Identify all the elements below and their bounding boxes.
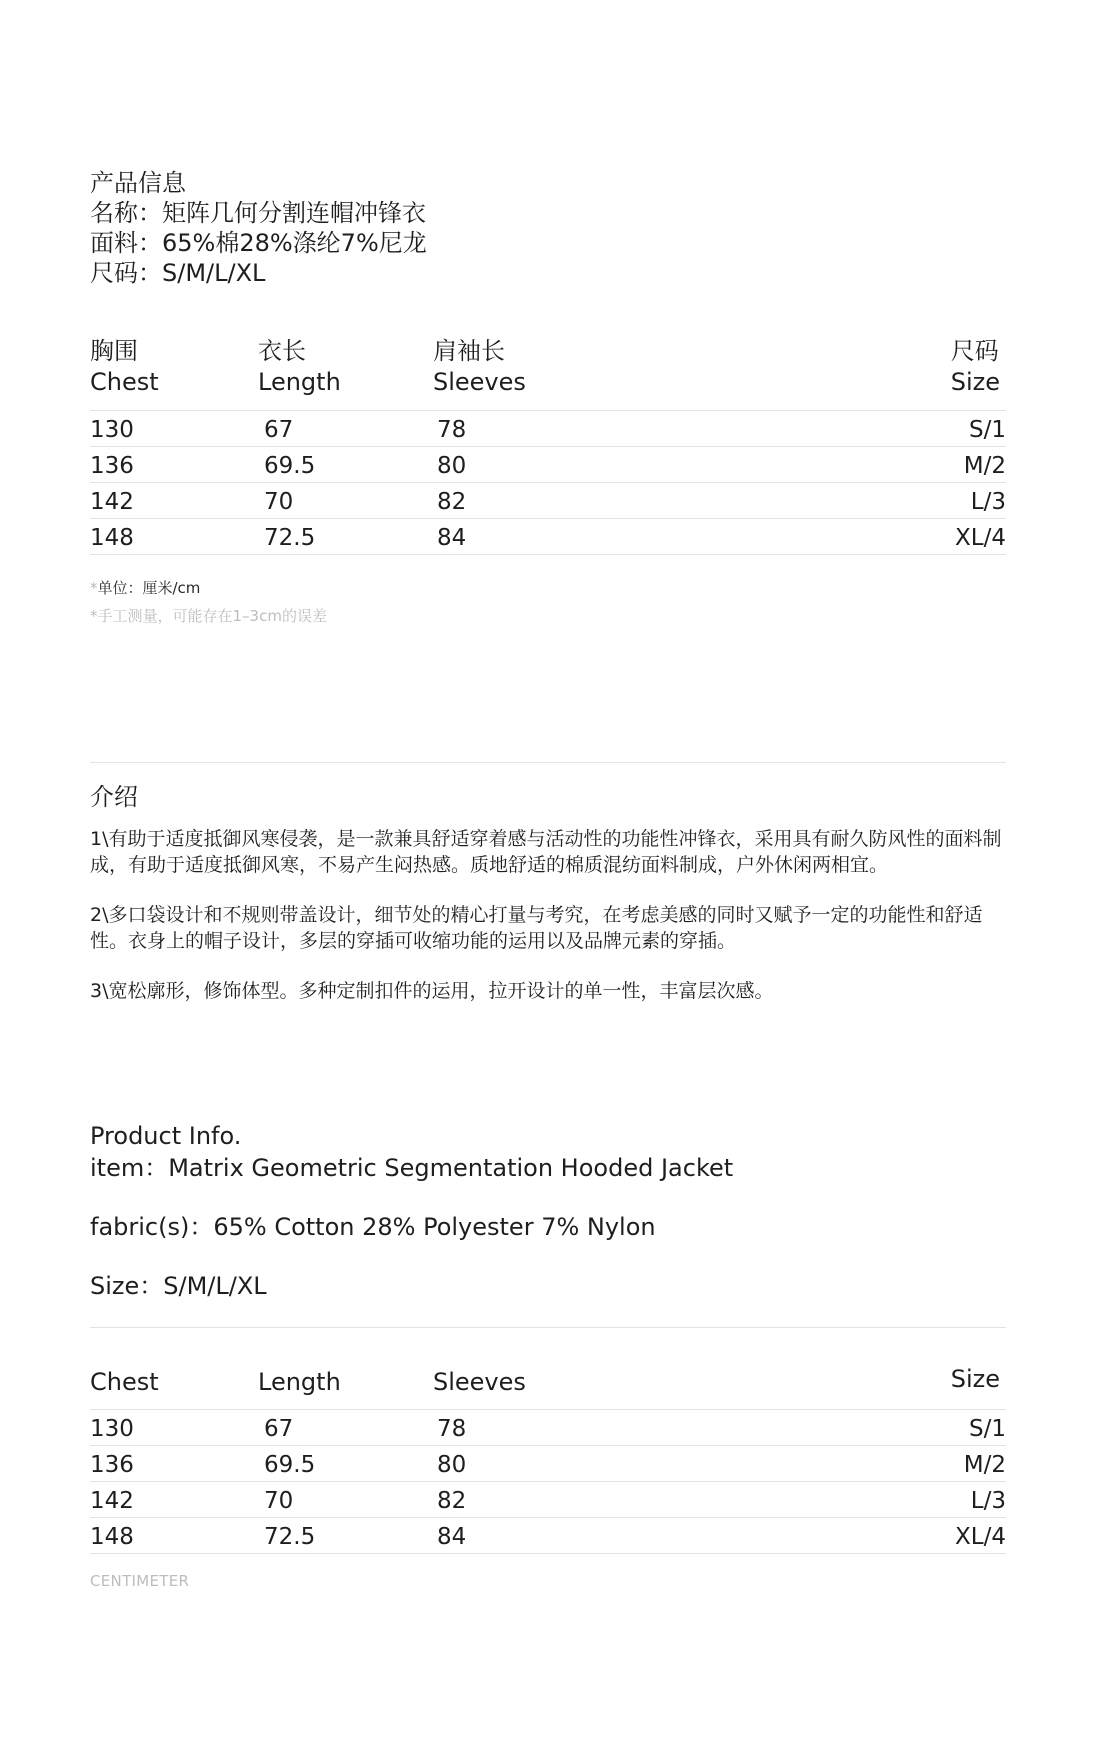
chest-value: 136 [90, 1452, 134, 1478]
cn-product-info [90, 168, 1006, 288]
en-header-length: Length [258, 1368, 341, 1396]
cn-header-chest: 胸围 Chest [90, 337, 159, 396]
measure-note: *手工测量，可能存在1–3cm的误差 [90, 607, 327, 625]
length-value: 67 [264, 1416, 294, 1442]
table-row [90, 1518, 1006, 1554]
cn-header-size: 尺码 Size [950, 337, 1000, 396]
cn-header-length: 衣长 Length [258, 337, 341, 396]
size-value: M/2 [963, 453, 1006, 479]
sleeves-value: 84 [437, 525, 467, 551]
unit-label: CENTIMETER [90, 1572, 190, 1590]
en-info-heading: Product Info. [90, 1122, 242, 1150]
size-value: L/3 [970, 489, 1006, 515]
table-row [90, 411, 1006, 447]
sleeves-value: 84 [437, 1524, 467, 1550]
table-row [90, 1482, 1006, 1518]
en-info-fabric: fabric(s)：65% Cotton 28% Polyester 7% Nylon [90, 1213, 656, 1241]
en-info-size: Size：S/M/L/XL [90, 1272, 267, 1300]
size-value: S/1 [969, 1416, 1006, 1442]
intro-paragraph: 3\宽松廓形，修饰体型。多种定制扣件的运用，拉开设计的单一性，丰富层次感。 [90, 980, 774, 1002]
table-row [90, 519, 1006, 555]
size-value: XL/4 [955, 1524, 1006, 1550]
sleeves-value: 80 [437, 1452, 467, 1478]
length-value: 72.5 [264, 1524, 316, 1550]
section-divider [90, 1327, 1006, 1328]
length-value: 69.5 [264, 453, 316, 479]
length-value: 67 [264, 417, 294, 443]
sleeves-value: 78 [437, 417, 467, 443]
en-info-item: item：Matrix Geometric Segmentation Hooded Jacket [90, 1154, 734, 1182]
measurement-notes [90, 574, 1006, 630]
table-row [90, 447, 1006, 483]
sleeves-value: 82 [437, 1488, 467, 1514]
length-value: 72.5 [264, 525, 316, 551]
chest-value: 136 [90, 453, 134, 479]
cn-info-heading: 产品信息 [90, 169, 186, 197]
section-divider [90, 762, 1006, 763]
table-row [90, 483, 1006, 519]
size-value: XL/4 [955, 525, 1006, 551]
en-product-info [90, 1120, 1006, 1302]
size-value: M/2 [963, 1452, 1006, 1478]
chest-value: 148 [90, 1524, 134, 1550]
chest-value: 148 [90, 525, 134, 551]
en-size-table [90, 1367, 1006, 1554]
cn-table-header [90, 336, 1006, 410]
length-value: 70 [264, 1488, 294, 1514]
sleeves-value: 78 [437, 1416, 467, 1442]
en-table-header [90, 1367, 1006, 1409]
en-header-size: Size [950, 1365, 1000, 1393]
en-header-chest: Chest [90, 1368, 159, 1396]
intro-paragraph: 2\多口袋设计和不规则带盖设计，细节处的精心打量与考究，在考虑美感的同时又赋予一定的功能性和舒适性。衣身上的帽子设计，多层的穿插可收缩功能的运用以及品牌元素的穿插。 [90, 904, 983, 952]
chest-value: 130 [90, 417, 134, 443]
sleeves-value: 80 [437, 453, 467, 479]
chest-value: 142 [90, 1488, 134, 1514]
cn-info-name: 名称：矩阵几何分割连帽冲锋衣 [90, 199, 426, 227]
intro-paragraph: 1\有助于适度抵御风寒侵袭，是一款兼具舒适穿着感与活动性的功能性冲锋衣，采用具有耐久防风性的面料制成，有助于适度抵御风寒，不易产生闷热感。质地舒适的棉质混纺面料制成，户外休闲两相宜。 [90, 828, 1002, 876]
cn-header-sleeves: 肩袖长 Sleeves [433, 337, 526, 396]
table-row [90, 1446, 1006, 1482]
cn-info-size: 尺码：S/M/L/XL [90, 259, 266, 287]
length-value: 70 [264, 489, 294, 515]
cn-size-table [90, 336, 1006, 555]
intro-title: 介绍 [90, 783, 138, 811]
chest-value: 142 [90, 489, 134, 515]
size-value: L/3 [970, 1488, 1006, 1514]
unit-note: *单位：厘米/cm [90, 579, 201, 597]
cn-info-fabric: 面料：65%棉28%涤纶7%尼龙 [90, 229, 427, 257]
table-row [90, 1410, 1006, 1446]
chest-value: 130 [90, 1416, 134, 1442]
sleeves-value: 82 [437, 489, 467, 515]
size-value: S/1 [969, 417, 1006, 443]
length-value: 69.5 [264, 1452, 316, 1478]
en-header-sleeves: Sleeves [433, 1368, 526, 1396]
intro-body [90, 826, 1006, 1028]
